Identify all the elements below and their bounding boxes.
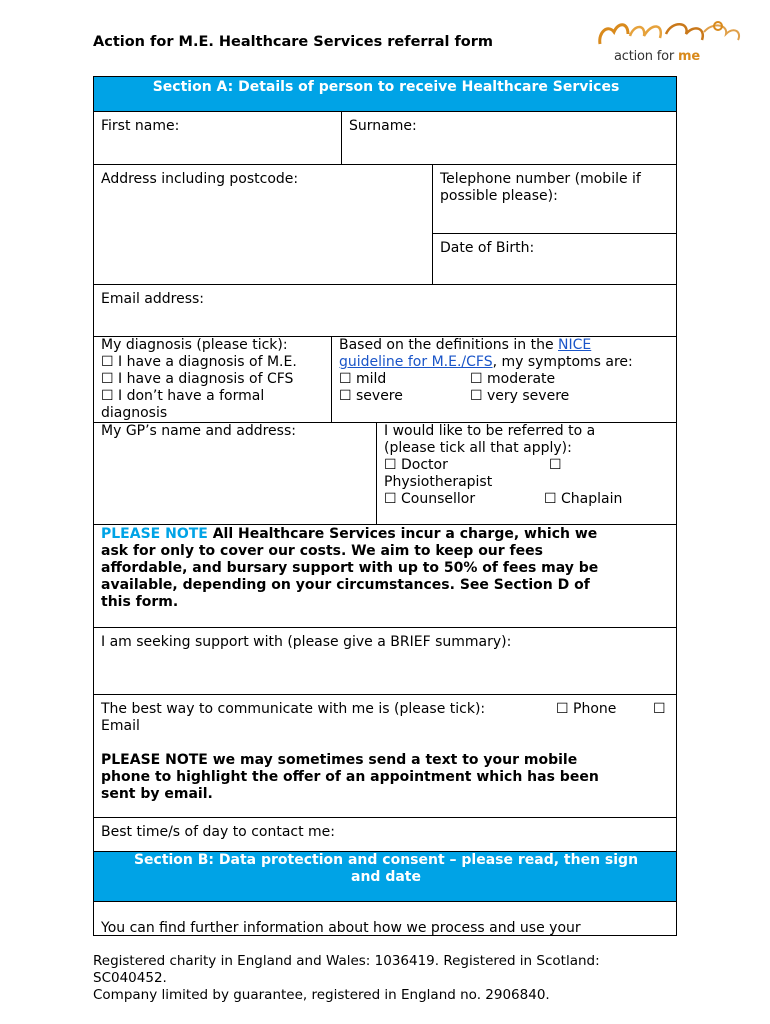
section-b-text: You can find further information about how we process and use your (101, 920, 581, 936)
communicate-email-label: Email (101, 718, 140, 734)
page-title: Action for M.E. Healthcare Services referral form (93, 34, 494, 50)
section-a-heading: Section A: Details of person to receive Healthcare Services (94, 77, 677, 112)
footer-charity-line: Registered charity in England and Wales: 1036419. Registered in Scotland: (93, 953, 600, 969)
symptom-mild-checkbox[interactable]: ☐ mild (339, 371, 387, 387)
communicate-phone-checkbox[interactable]: ☐ Phone (556, 701, 617, 717)
diagnosis-label: My diagnosis (please tick): (101, 337, 288, 353)
logo-text: action for me (614, 49, 700, 64)
support-summary-field[interactable] (94, 628, 677, 695)
diagnosis-none-cont: diagnosis (101, 405, 168, 421)
refer-chaplain-checkbox[interactable]: ☐ Chaplain (544, 491, 623, 507)
section-b-heading: Section B: Data protection and consent – please read, then sign and date (94, 852, 677, 902)
address-label: Address including postcode: (101, 171, 299, 187)
date-of-birth-field[interactable] (433, 234, 677, 285)
email-label: Email address: (101, 291, 205, 307)
telephone-label-line1: Telephone number (mobile if (440, 171, 641, 187)
footer (93, 953, 693, 1004)
gp-name-address-field[interactable] (94, 423, 377, 525)
text-note-line2: phone to highlight the offer of an appointment which has been (101, 769, 599, 785)
diagnosis-cfs-checkbox[interactable]: ☐ I have a diagnosis of CFS (101, 371, 294, 387)
dob-label: Date of Birth: (440, 240, 535, 256)
charge-note: PLEASE NOTE All Healthcare Services incur a charge, which we ask for only to cover our costs. We aim to keep our fees affordable, and bursary support with up to 50% of fees may be available, depending on your circumstances. See Section D of this form. (94, 525, 677, 628)
diagnosis-cell (94, 337, 332, 423)
action-for-me-logo (594, 14, 744, 70)
address-field[interactable] (94, 165, 433, 285)
text-note-line1: PLEASE NOTE we may sometimes send a text to your mobile (101, 752, 578, 768)
referral-form (93, 76, 677, 936)
refer-physio-label: Physiotherapist (384, 474, 493, 490)
referral-line2: (please tick all that apply): (384, 440, 572, 456)
symptoms-cell (332, 337, 677, 423)
symptoms-line2: guideline for M.E./CFS, my symptoms are: (339, 354, 633, 370)
symptom-moderate-checkbox[interactable]: ☐ moderate (470, 371, 556, 387)
footer-company-line: Company limited by guarantee, registered in England no. 2906840. (93, 987, 550, 1003)
refer-physio-checkbox[interactable]: ☐ (549, 457, 562, 473)
communicate-email-checkbox[interactable]: ☐ (653, 701, 666, 717)
refer-counsellor-checkbox[interactable]: ☐ Counsellor (384, 491, 476, 507)
email-address-field[interactable] (94, 285, 677, 337)
support-label: I am seeking support with (please give a BRIEF summary): (101, 634, 512, 650)
diagnosis-me-checkbox[interactable]: ☐ I have a diagnosis of M.E. (101, 354, 297, 370)
symptom-very-severe-checkbox[interactable]: ☐ very severe (470, 388, 570, 404)
referral-cell (377, 423, 677, 525)
nice-guideline-link[interactable]: NICE (558, 337, 592, 353)
refer-doctor-checkbox[interactable]: ☐ Doctor (384, 457, 448, 473)
nice-guideline-link-cont[interactable]: guideline for M.E./CFS (339, 354, 493, 370)
best-time-field[interactable] (94, 818, 677, 852)
referral-line1: I would like to be referred to a (384, 423, 596, 439)
best-time-label: Best time/s of day to contact me: (101, 824, 336, 840)
first-name-field[interactable] (94, 112, 342, 165)
first-name-label: First name: (101, 118, 180, 134)
text-note-line3: sent by email. (101, 786, 213, 802)
communicate-label: The best way to communicate with me is (please tick): (101, 701, 486, 717)
surname-label: Surname: (349, 118, 417, 134)
telephone-label-line2: possible please): (440, 188, 558, 204)
symptom-severe-checkbox[interactable]: ☐ severe (339, 388, 403, 404)
gp-label: My GP’s name and address: (101, 423, 296, 439)
footer-scotland-line: SC040452. (93, 970, 167, 986)
symptoms-line1: Based on the definitions in the NICE (339, 337, 592, 353)
communication-cell (94, 695, 677, 818)
surname-field[interactable] (342, 112, 677, 165)
diagnosis-none-checkbox[interactable]: ☐ I don’t have a formal (101, 388, 265, 404)
telephone-field[interactable] (433, 165, 677, 234)
